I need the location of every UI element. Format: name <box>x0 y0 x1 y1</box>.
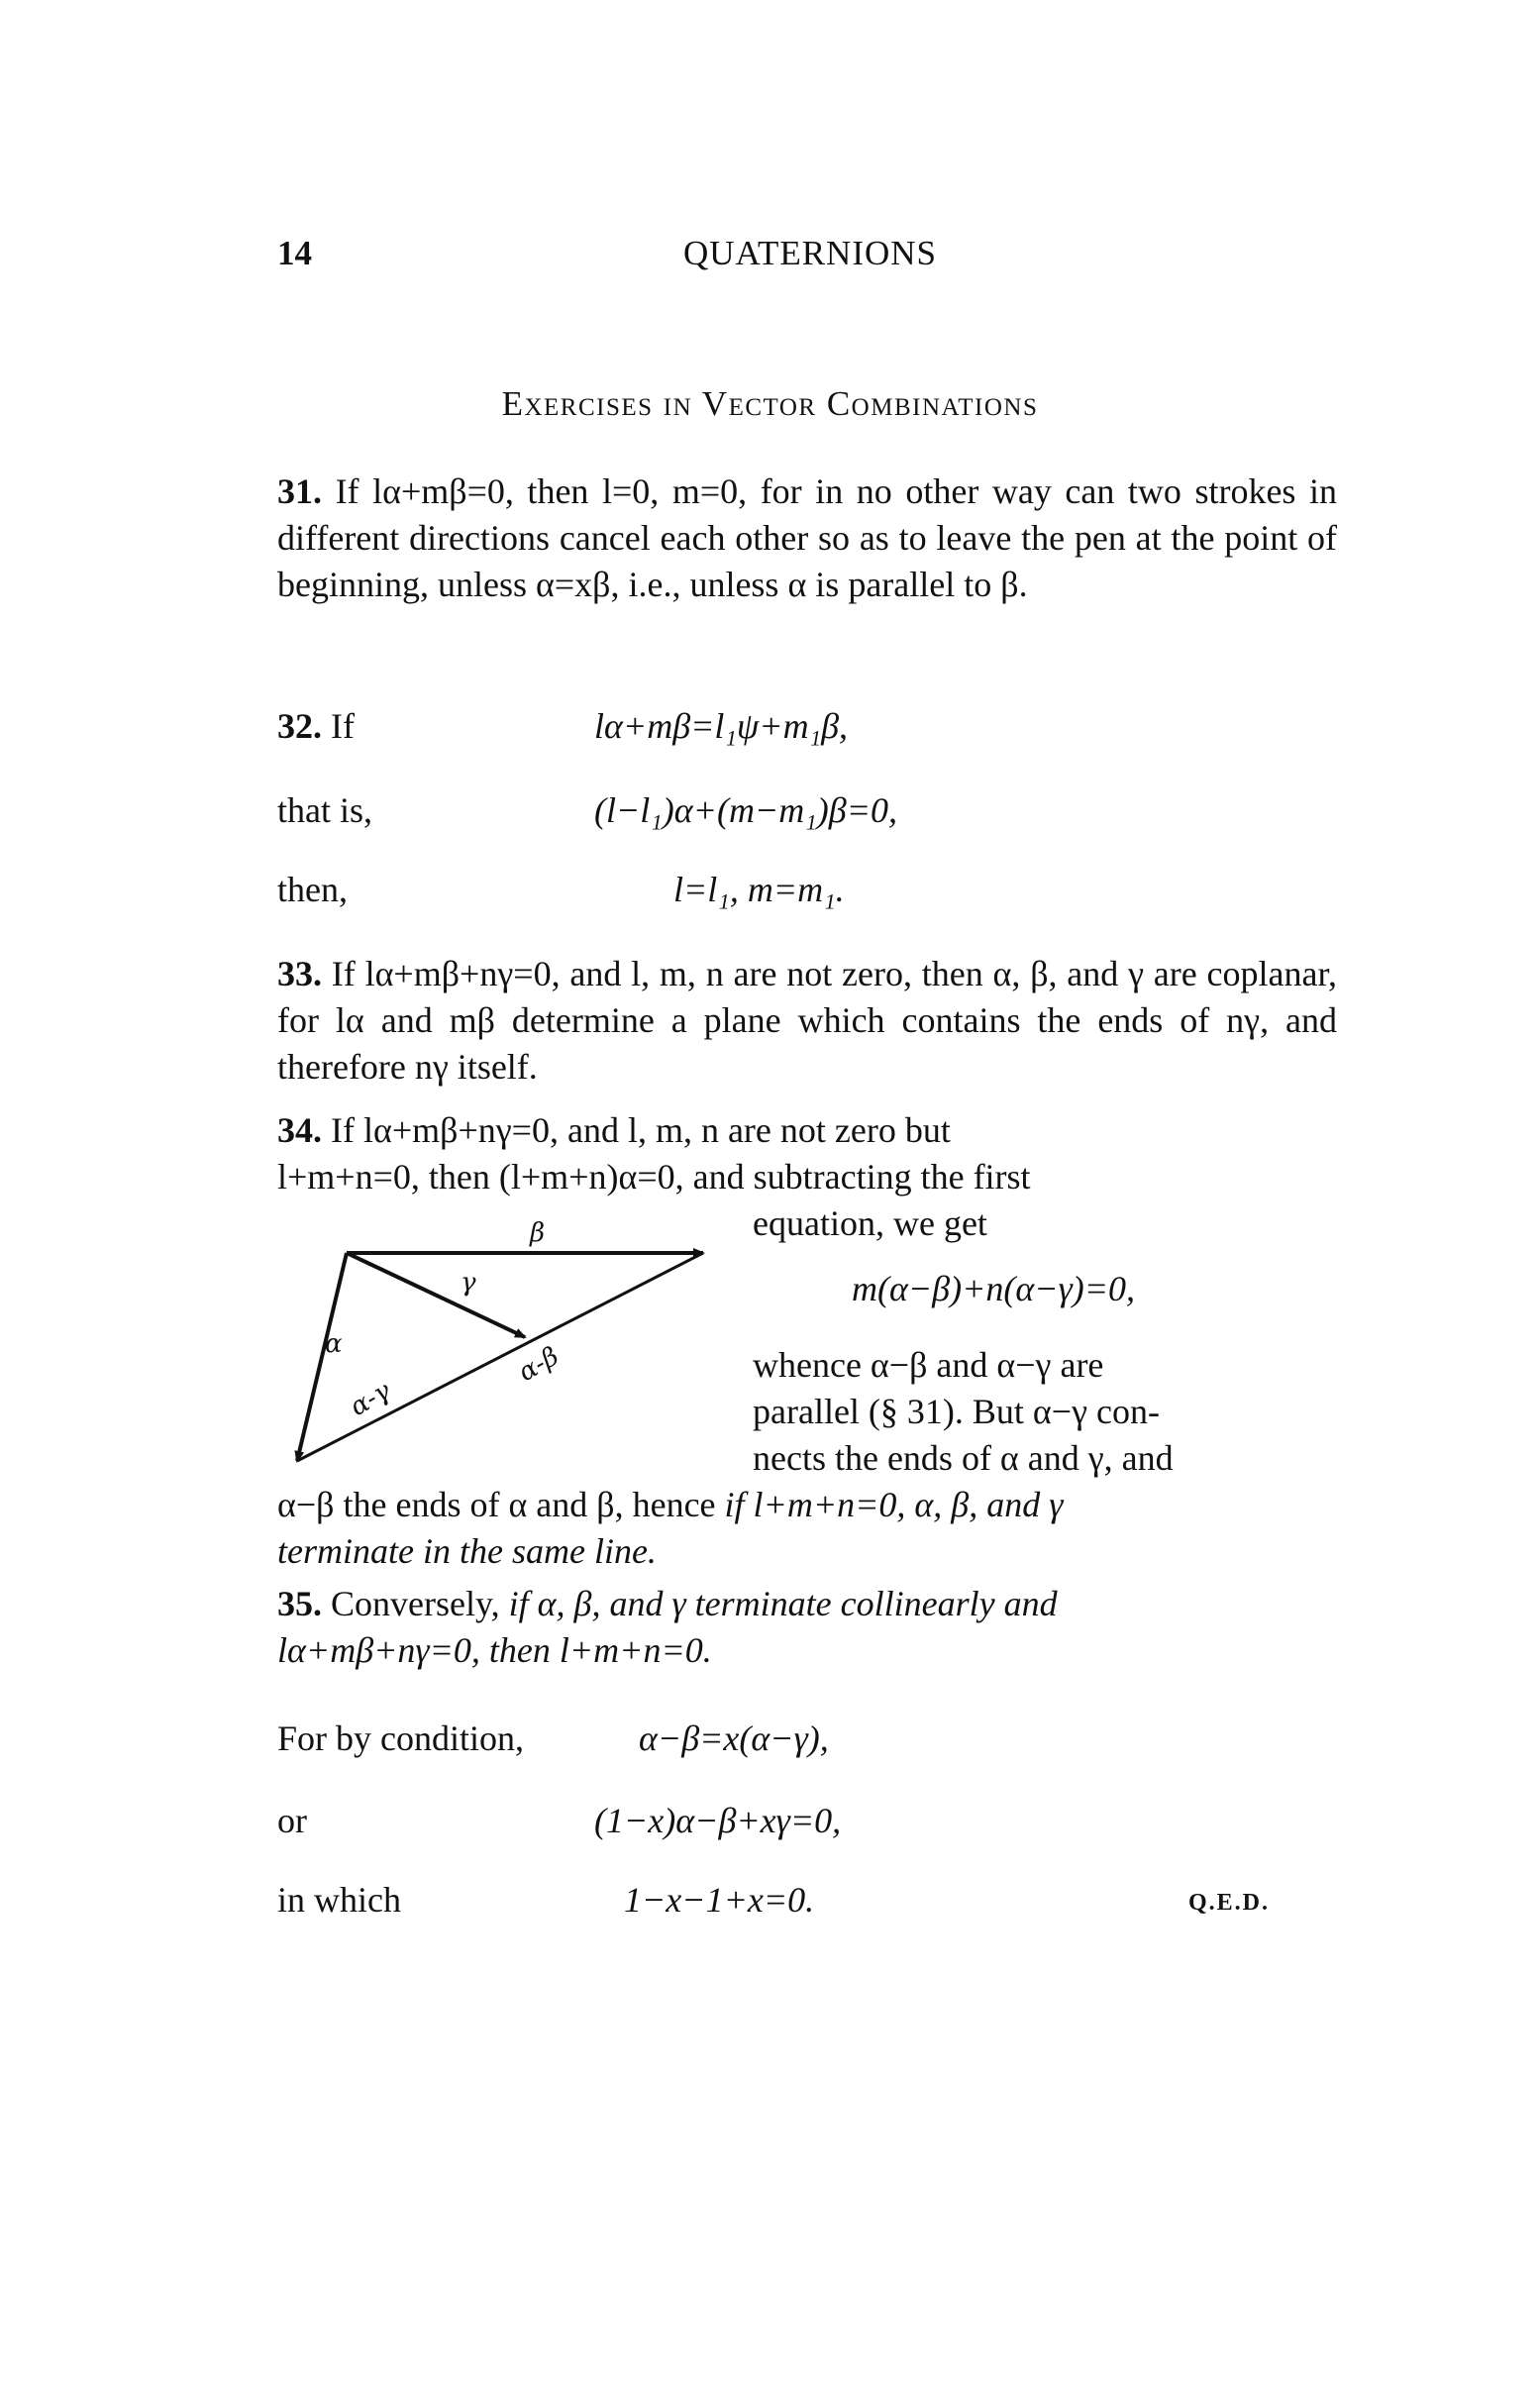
paragraph-32-lead <box>277 703 355 750</box>
equation-35-3: 1−x−1+x=0. <box>624 1880 815 1920</box>
vector-diagram <box>287 1213 713 1471</box>
lead-text: or <box>277 1801 307 1840</box>
paragraph-34-line5: parallel (§ 31). But α−γ con- <box>753 1392 1160 1431</box>
lead-text: For by condition, <box>277 1718 524 1758</box>
line-text: α−β the ends of α and β, hence <box>277 1485 725 1524</box>
lead-text: If <box>331 706 355 746</box>
paragraph-33 <box>277 951 1337 1091</box>
equation-35-1: α−β=x(α−γ), <box>639 1718 829 1758</box>
alpha-label: α <box>325 1329 343 1359</box>
lead-text: in which <box>277 1880 401 1920</box>
paragraph-text: If lα+mβ=0, then l=0, m=0, for in no other way can two strokes in different directions cancel each other so as to leave the pen at the point of beginning, unless α=xβ, i.e., unless α is parallel to β. <box>277 471 1337 604</box>
paragraph-34-line7 <box>277 1482 1063 1528</box>
paragraph-34-line2: l+m+n=0, then (l+m+n)α=0, and subtracting the first <box>277 1157 1031 1197</box>
paragraph-35-line1 <box>277 1581 1058 1627</box>
paragraph-34-line1 <box>277 1107 1337 1154</box>
lead-text: then, <box>277 870 348 909</box>
paragraph-34-line8: terminate in the same line. <box>277 1531 657 1571</box>
line-text: If lα+mβ+nγ=0, and l, m, n are not zero but <box>331 1110 951 1150</box>
paragraph-number: 34. <box>277 1110 322 1150</box>
paragraph-31 <box>277 468 1337 608</box>
line-text-italic: if l+m+n=0, α, β, and γ <box>724 1485 1064 1524</box>
paragraph-number: 32. <box>277 706 322 746</box>
line-text-italic: if α, β, and γ terminate collinearly and <box>508 1584 1058 1623</box>
line-text: Conversely, <box>331 1584 509 1623</box>
running-title: QUATERNIONS <box>683 234 937 272</box>
page-number: 14 <box>277 234 312 272</box>
equation-34: m(α−β)+n(α−γ)=0, <box>852 1269 1136 1308</box>
paragraph-34-line4: whence α−β and α−γ are <box>753 1345 1104 1385</box>
gamma-vector <box>347 1253 525 1337</box>
paragraph-35-line2: lα+mβ+nγ=0, then l+m+n=0. <box>277 1630 712 1670</box>
paragraph-text: If lα+mβ+nγ=0, and l, m, n are not zero, then α, β, and γ are coplanar, for lα and mβ determine a plane which contains the ends of nγ, and therefore nγ itself. <box>277 954 1338 1087</box>
alpha-minus-gamma-label: α-γ <box>345 1376 396 1423</box>
paragraph-number: 33. <box>277 954 322 993</box>
qed-mark: Q.E.D. <box>1188 1890 1271 1916</box>
section-title: Exercises in Vector Combinations <box>501 384 1039 423</box>
equation-35-2: (1−x)α−β+xγ=0, <box>594 1801 842 1840</box>
paragraph-number: 31. <box>277 471 322 511</box>
lead-text: that is, <box>277 790 372 830</box>
gamma-label: γ <box>461 1268 476 1298</box>
paragraph-34-line3: equation, we get <box>753 1203 987 1243</box>
equation-32-2: (l−l₁)α+(m−m₁)β=0, <box>594 790 897 830</box>
paragraph-number: 35. <box>277 1584 322 1623</box>
beta-label: β <box>530 1218 546 1248</box>
equation-32-1: lα+mβ=l₁ψ+m₁β, <box>594 706 849 746</box>
collinear-line <box>297 1253 703 1461</box>
paragraph-34-line6: nects the ends of α and γ, and <box>753 1438 1174 1478</box>
alpha-minus-beta-label: α-β <box>513 1341 565 1389</box>
equation-32-3: l=l₁, m=m₁. <box>673 870 845 909</box>
